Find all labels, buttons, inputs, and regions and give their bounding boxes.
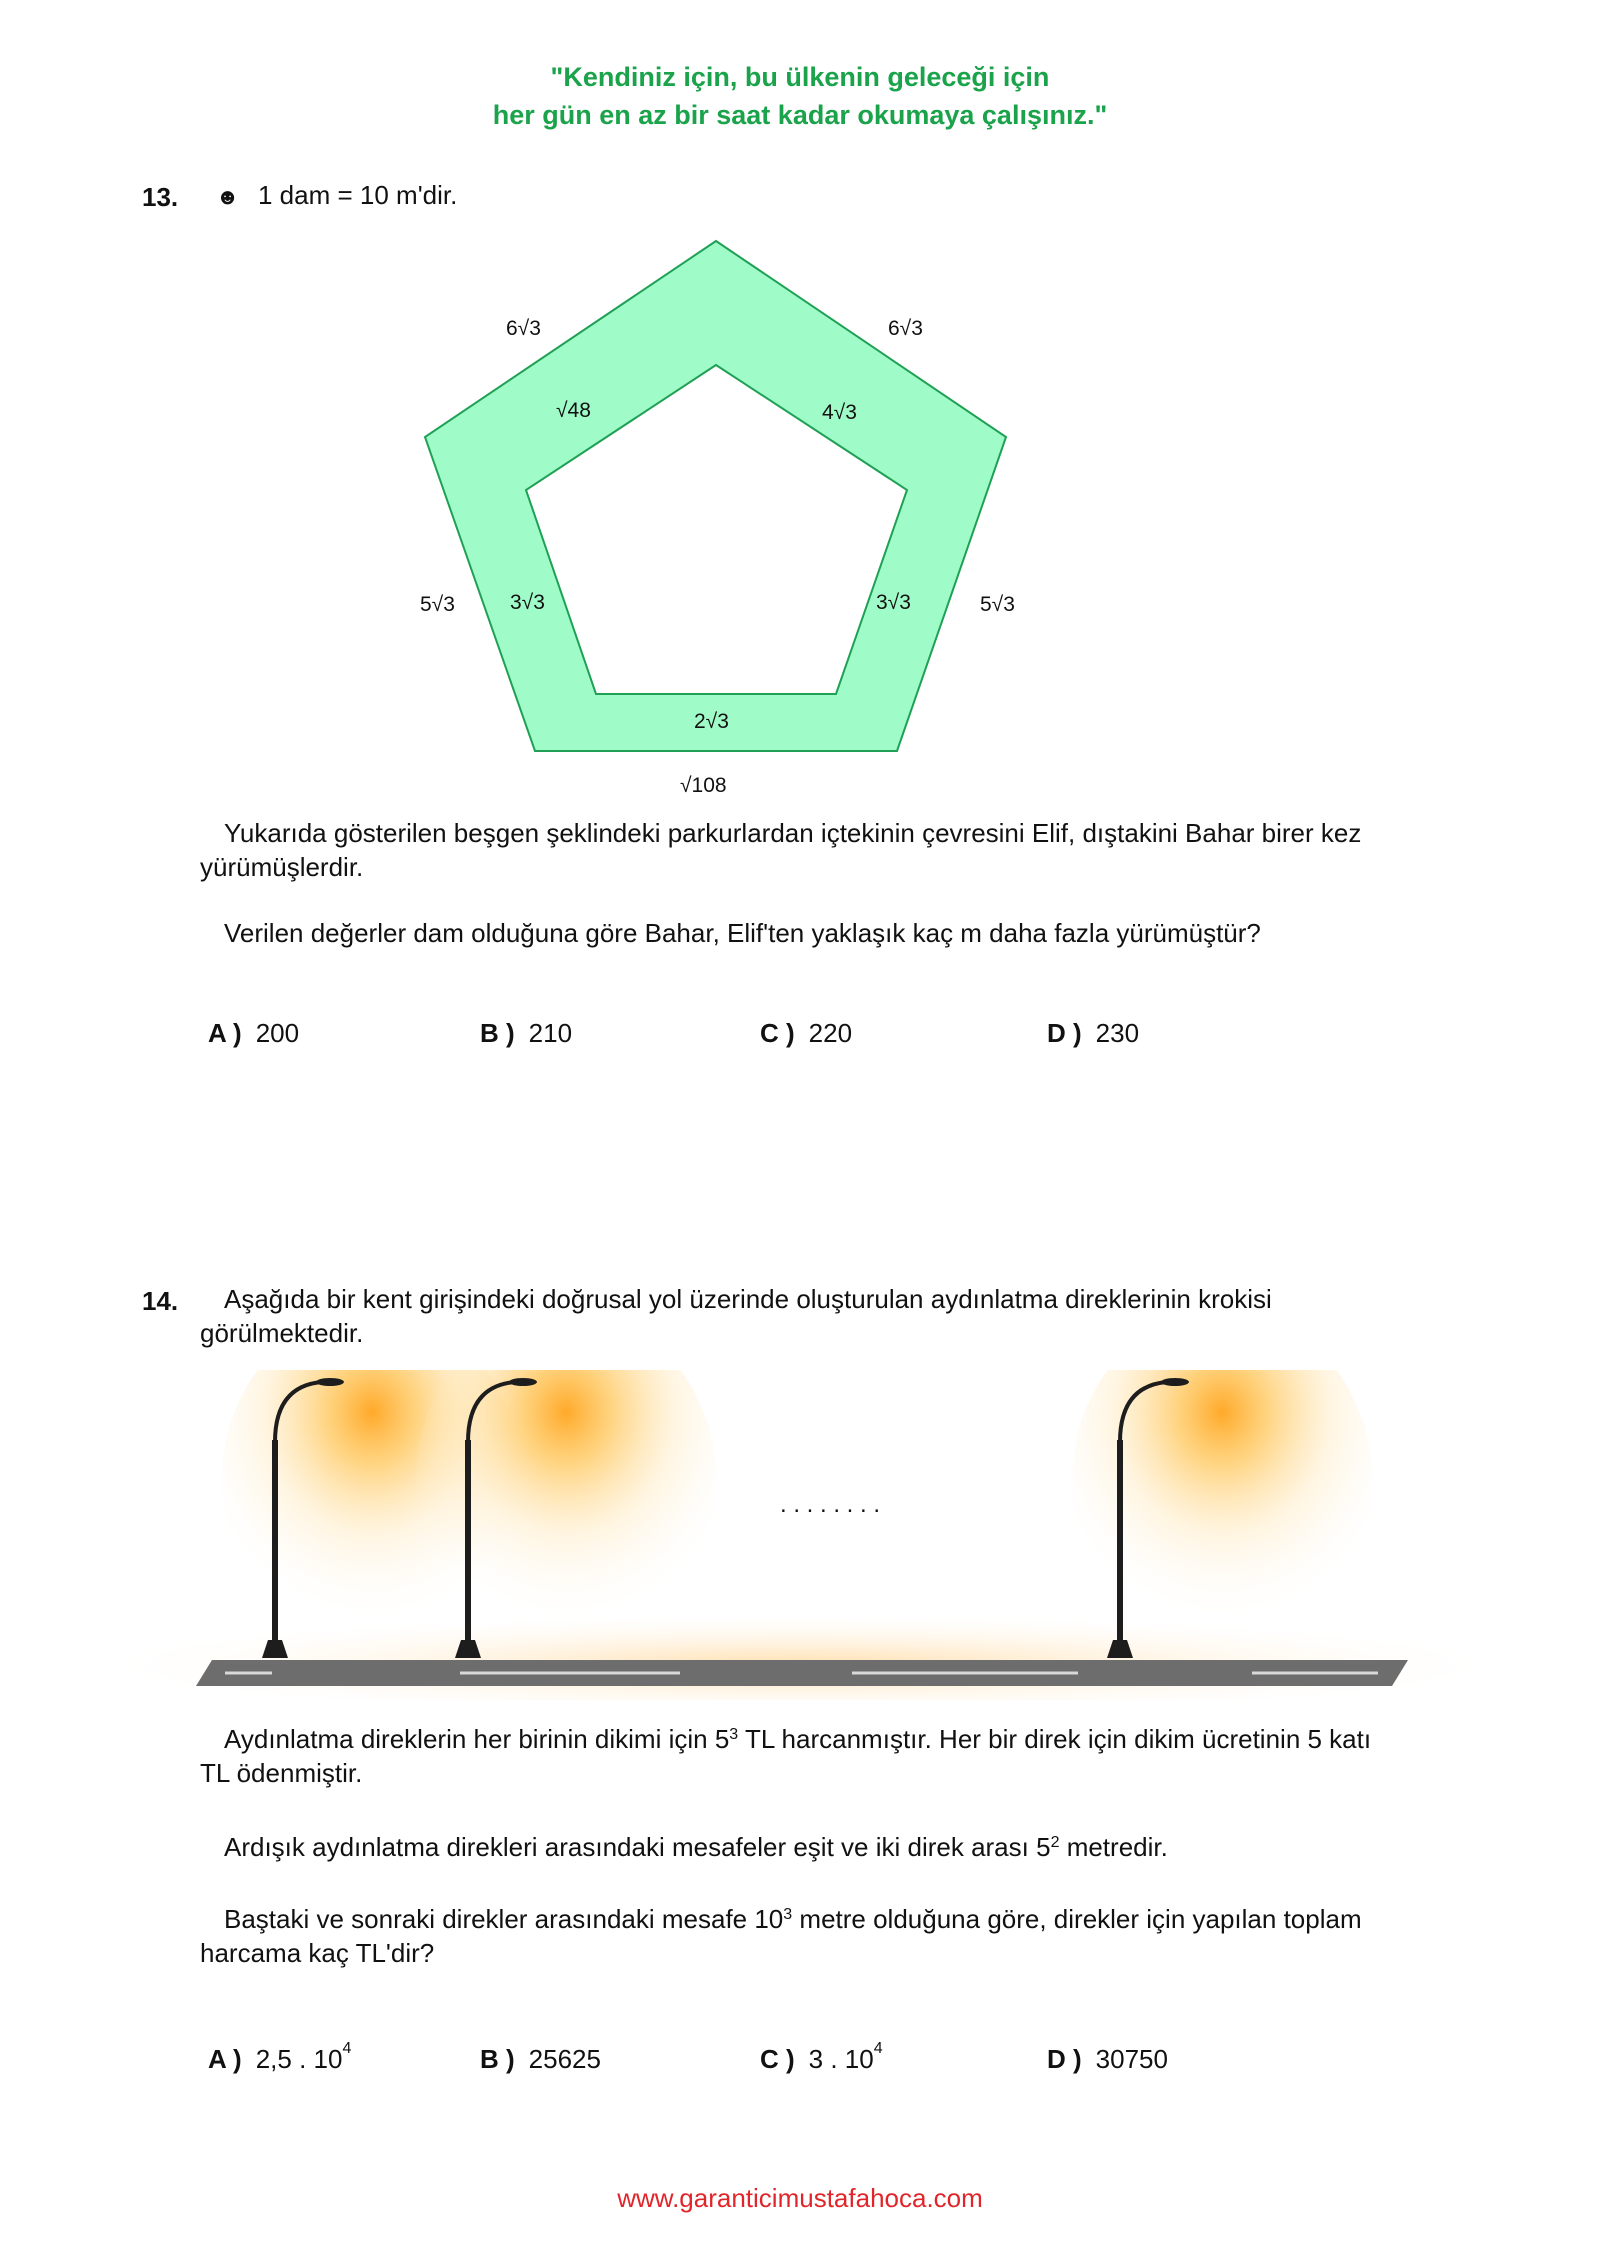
- p2-exponent: 2: [1050, 1834, 1060, 1851]
- option-letter: D ): [1047, 1018, 1082, 1048]
- quote-line-2: her gün en az bir saat kadar okumaya çalışınız.": [492, 100, 1108, 130]
- street-lights-figure: [0, 1370, 1600, 1700]
- option-letter: B ): [480, 1018, 515, 1048]
- question-14-question: [200, 1902, 1380, 1970]
- inner-bottom-label: 2√3: [694, 710, 729, 733]
- question-13-question: Verilen değerler dam olduğuna göre Bahar, Elif'ten yaklaşık kaç m daha fazla yürümüştür?: [224, 918, 1261, 948]
- outer-left-label: 5√3: [420, 593, 455, 616]
- question-13-note: 1 dam = 10 m'dir.: [258, 180, 458, 210]
- q14-option-d[interactable]: [1047, 2044, 1168, 2075]
- question-14-intro: Aşağıda bir kent girişindeki doğrusal yol üzerinde oluşturulan aydınlatma direklerinin krokisi görülmektedir.: [200, 1284, 1272, 1348]
- p1-text-a: Aydınlatma direklerin her birinin dikimi için 5: [224, 1724, 730, 1754]
- option-value: 3 . 10: [808, 2044, 874, 2074]
- option-value: 230: [1095, 1018, 1140, 1048]
- outer-right-label: 5√3: [980, 593, 1015, 616]
- option-value: 200: [255, 1018, 300, 1048]
- inner-right-label: 3√3: [876, 591, 911, 614]
- option-value: 210: [528, 1018, 573, 1048]
- option-letter: B ): [480, 2044, 515, 2074]
- footer-website-link[interactable]: www.garanticimustafahoca.com: [617, 2183, 983, 2213]
- option-letter: A ): [208, 1018, 242, 1048]
- option-value: 2,5 . 10: [255, 2044, 343, 2074]
- option-letter: C ): [760, 2044, 795, 2074]
- p1-text-b: TL harcanmıştır. Her bir direk için dikim ücretinin 5 katı TL ödenmiştir.: [200, 1724, 1372, 1788]
- outer-bottom-label: √108: [680, 774, 727, 797]
- smiley-bullet-icon: ☻: [216, 184, 240, 209]
- q14-option-b[interactable]: [480, 2044, 601, 2075]
- option-value: 30750: [1095, 2044, 1168, 2074]
- option-exponent: 4: [342, 2040, 352, 2057]
- question-14-paragraph-1: [200, 1722, 1380, 1790]
- inner-top-left-label: √48: [556, 399, 591, 422]
- quote-line-1: "Kendiniz için, bu ülkenin geleceği için: [550, 62, 1050, 92]
- p1-exponent: 3: [729, 1726, 739, 1743]
- p3-text-b: metre olduğuna göre, direkler için yapılan toplam harcama kaç TL'dir?: [200, 1904, 1362, 1968]
- p3-exponent: 3: [783, 1906, 793, 1923]
- p3-text-a: Baştaki ve sonraki direkler arasındaki mesafe 10: [224, 1904, 784, 1934]
- question-14-paragraph-2: [200, 1830, 1380, 1864]
- question-13-paragraph-1: Yukarıda gösterilen beşgen şeklindeki parkurlardan içtekinin çevresini Elif, dıştakini Bahar birer kez yürümüşlerdir.: [200, 818, 1362, 882]
- road: [196, 1660, 1408, 1686]
- outer-top-right-label: 6√3: [888, 317, 923, 340]
- pentagon-figure: [0, 230, 1600, 850]
- option-value: 25625: [528, 2044, 601, 2074]
- option-letter: A ): [208, 2044, 242, 2074]
- outer-top-left-label: 6√3: [506, 317, 541, 340]
- option-value: 220: [808, 1018, 853, 1048]
- option-letter: C ): [760, 1018, 795, 1048]
- p2-text-a: Ardışık aydınlatma direkleri arasındaki mesafeler eşit ve iki direk arası 5: [224, 1832, 1051, 1862]
- question-13-number: 13.: [142, 182, 179, 212]
- q13-option-d[interactable]: [1047, 1018, 1139, 1049]
- inner-left-label: 3√3: [510, 591, 545, 614]
- q13-option-b[interactable]: [480, 1018, 572, 1049]
- q13-option-c[interactable]: [760, 1018, 852, 1049]
- option-exponent: 4: [873, 2040, 883, 2057]
- q13-option-a[interactable]: [208, 1018, 299, 1049]
- p2-text-b: metredir.: [1059, 1832, 1168, 1862]
- motivational-quote: [0, 58, 1600, 134]
- inner-top-right-label: 4√3: [822, 401, 857, 424]
- q14-option-c[interactable]: [760, 2040, 883, 2075]
- question-14-number: 14.: [142, 1286, 179, 1316]
- q14-option-a[interactable]: [208, 2040, 352, 2075]
- ellipsis-dots: . . . . . . . .: [780, 1491, 881, 1518]
- option-letter: D ): [1047, 2044, 1082, 2074]
